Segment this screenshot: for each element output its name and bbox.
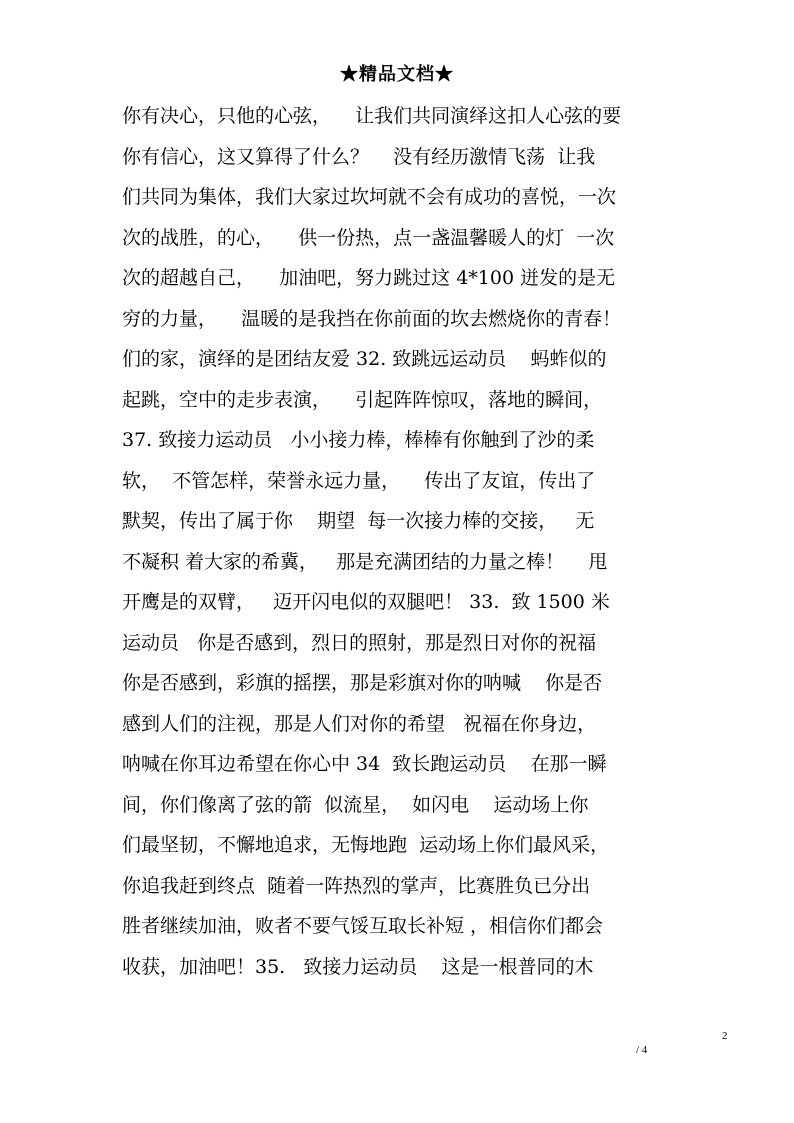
page-number: 2 [722, 1030, 728, 1042]
text-line: 你是否感到，彩旗的摇摆，那是彩旗对你的呐喊 你是否 [122, 672, 603, 694]
text-line: 间，你们像离了弦的箭 似流星， 如闪电 运动场上你 [122, 793, 589, 816]
text-line: 你有信心，这又算得了什么？ 没有经历激情飞荡 让我 [122, 145, 596, 168]
text-line: 穷的力量， 温暖的是我挡在你前面的坎去燃烧你的青春！ [122, 307, 622, 330]
text-line: 你追我赶到终点 随着一阵热烈的掌声，比赛胜负已分出 [122, 874, 591, 897]
text-line: 起跳，空中的走步表演， 引起阵阵惊叹，落地的瞬间， [122, 388, 603, 411]
text-line: 不凝积 着大家的希冀， 那是充满团结的力量之棒！ 甩 [122, 550, 608, 573]
text-line: 感到人们的注视，那是人们对你的希望 祝福在你身边， [122, 712, 597, 735]
page-total: / 4 [636, 1044, 648, 1056]
text-line: 运动员 你是否感到，烈日的照射，那是烈日对你的祝福 [122, 631, 597, 654]
text-line: 呐喊在你耳边希望在你心中 34 致长跑运动员 在那一瞬 [122, 753, 607, 775]
text-line: 们的家，演绎的是团结友爱 32. 致跳远运动员 蚂蚱似的 [122, 348, 607, 370]
text-line: 软， 不管怎样，荣誉永远力量， 传出了友谊，传出了 [122, 469, 596, 492]
document-body [122, 96, 682, 987]
text-line: 们共同为集体，我们大家过坎坷就不会有成功的喜悦，一次 [122, 186, 617, 208]
text-line: 们最坚韧，不懈地追求，无悔地跑 运动场上你们最风采， [122, 834, 610, 856]
text-line: 胜者继续加油，败者不要气馁互取长补短 ，相信你们都会 [122, 915, 604, 937]
text-line: 收获，加油吧！35. 致接力运动员 这是一根普同的木 [122, 955, 594, 978]
text-line: 37. 致接力运动员 小小接力棒，棒棒有你触到了沙的柔 [122, 429, 595, 451]
text-line: 次的超越自己， 加油吧，努力跳过这 4*100 迸发的是无 [122, 267, 616, 289]
page-header: ★精品文档★ [340, 64, 454, 85]
text-line: 默契，传出了属于你 期望 每一次接力棒的交接， 无 [122, 510, 595, 532]
text-line: 你有决心，只他的心弦， 让我们共同演绎这扣人心弦的要 [122, 105, 622, 127]
text-line: 开鹰是的双臂， 迈开闪电似的双腿吧！ 33. 致 1500 米 [122, 591, 610, 613]
text-line: 次的战胜，的心， 供一份热，点一盏温馨暖人的灯 一次 [122, 226, 615, 249]
